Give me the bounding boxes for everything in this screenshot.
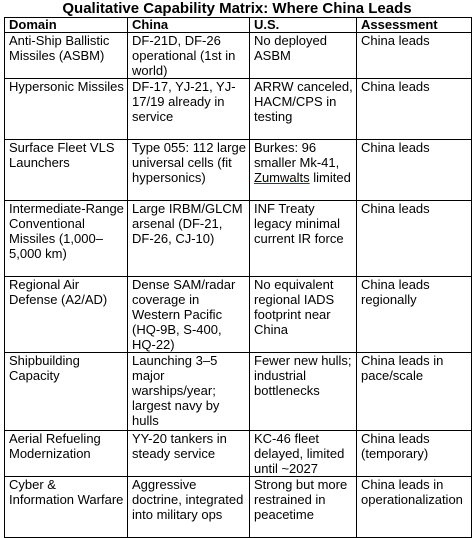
cell-china: Dense SAM/radar coverage in Western Pacific (HQ-9B, S-400, HQ-22) [128,277,250,353]
cell-china: DF-17, YJ-21, YJ-17/19 already in service [128,79,250,140]
cell-china: YY-20 tankers in steady service [128,431,250,477]
cell-us: KC-46 fleet delayed, limited until ~2027 [250,431,357,477]
cell-us: ARRW canceled, HACM/CPS in testing [250,79,357,140]
column-header-domain: Domain [5,18,128,33]
column-header-us: U.S. [250,18,357,33]
table-row [5,477,472,538]
cell-domain: Regional Air Defense (A2/AD) [5,277,128,353]
column-header-china: China [128,18,250,33]
page-title: Qualitative Capability Matrix: Where China Leads [62,0,412,17]
cell-china: Type 055: 112 large universal cells (fit hypersonics) [128,140,250,201]
cell-assessment: China leads [357,79,472,140]
table-header-row [5,18,472,33]
cell-china: Aggressive doctrine, integrated into military ops [128,477,250,538]
table-row [5,140,472,201]
cell-domain: Intermediate-Range Conventional Missiles (1,000–5,000 km) [5,201,128,277]
cell-us: Strong but more restrained in peacetime [250,477,357,538]
cell-us: No equivalent regional IADS footprint near China [250,277,357,353]
cell-domain: Aerial Refueling Modernization [5,431,128,477]
table-row [5,277,472,353]
cell-assessment: China leads in operationalization [357,477,472,538]
cell-assessment: China leads [357,33,472,79]
cell-us-suffix: limited [309,170,351,185]
table-row [5,353,472,431]
cell-domain: Surface Fleet VLS Launchers [5,140,128,201]
cell-china: Launching 3–5 major warships/year; largest navy by hulls [128,353,250,431]
cell-us: Fewer new hulls; industrial bottlenecks [250,353,357,431]
capability-matrix-table [4,17,472,538]
cell-us: INF Treaty legacy minimal current IR force [250,201,357,277]
table-row [5,431,472,477]
cell-domain: Shipbuilding Capacity [5,353,128,431]
cell-domain: Anti-Ship Ballistic Missiles (ASBM) [5,33,128,79]
table-row [5,79,472,140]
column-header-assessment: Assessment [357,18,472,33]
cell-assessment: China leads regionally [357,277,472,353]
cell-us: No deployed ASBM [250,33,357,79]
cell-us-text: Burkes: 96 smaller Mk-41, [254,140,340,170]
cell-domain: Cyber & Information Warfare [5,477,128,538]
cell-china: DF-21D, DF-26 operational (1st in world) [128,33,250,79]
cell-domain: Hypersonic Missiles [5,79,128,140]
cell-china: Large IRBM/GLCM arsenal (DF-21, DF-26, CJ-10) [128,201,250,277]
cell-assessment: China leads [357,201,472,277]
table-row [5,201,472,277]
cell-assessment: China leads [357,140,472,201]
cell-assessment: China leads (temporary) [357,431,472,477]
cell-assessment: China leads in pace/scale [357,353,472,431]
zumwalts-underlined-text: Zumwalts [254,170,310,185]
cell-us [250,140,357,201]
table-row [5,33,472,79]
